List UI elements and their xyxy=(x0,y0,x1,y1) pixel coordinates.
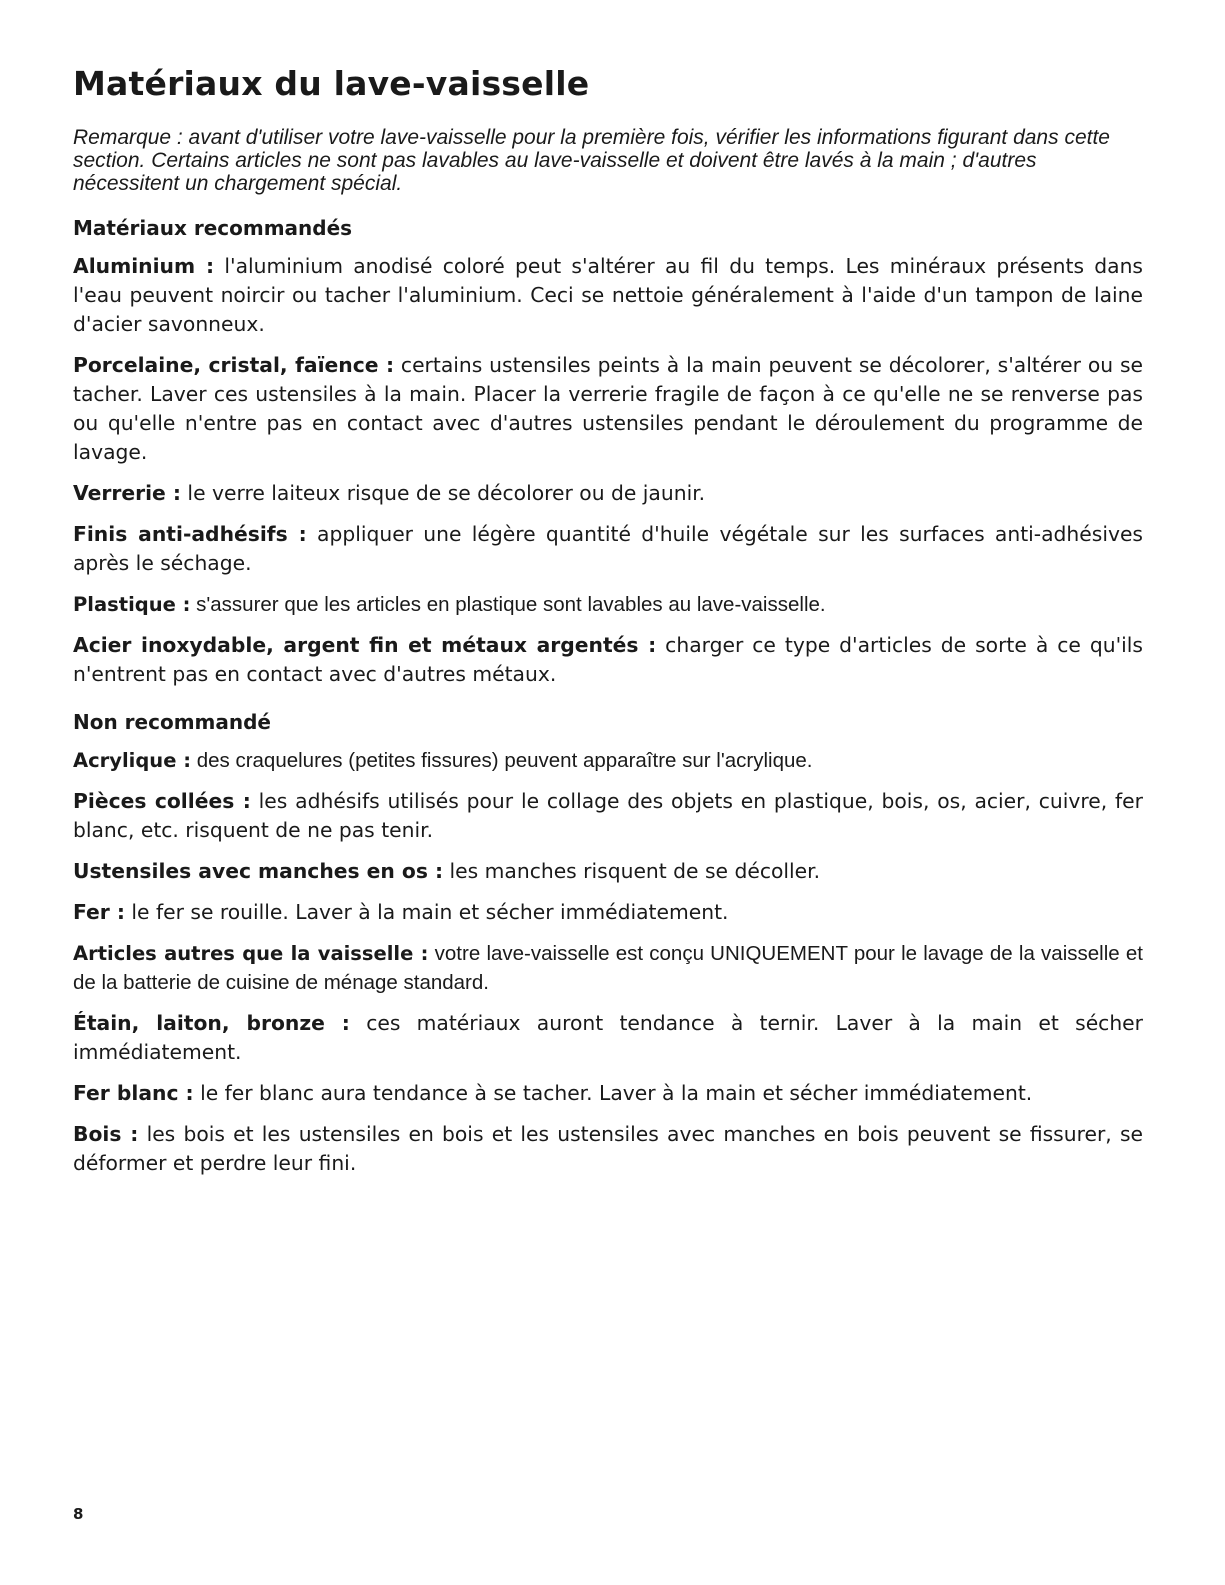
item-text: les adhésifs utilisés pour le collage des objets en plastique, bois, os, acier, cuivre, fer blanc, etc. risquent de ne pas tenir. xyxy=(73,789,1143,842)
item-finis-anti-adhesifs xyxy=(73,520,1143,578)
item-verrerie xyxy=(73,479,1143,508)
item-pieces-collees xyxy=(73,787,1143,845)
item-term: Pièces collées : xyxy=(73,789,251,813)
item-plastique xyxy=(73,590,1143,619)
item-term: Finis anti-adhésifs : xyxy=(73,522,307,546)
item-term: Acier inoxydable, argent fin et métaux argentés : xyxy=(73,633,657,657)
item-term: Bois : xyxy=(73,1122,139,1146)
page-number: 8 xyxy=(73,1505,84,1523)
item-acier-inoxydable xyxy=(73,631,1143,689)
item-term: Porcelaine, cristal, faïence : xyxy=(73,353,395,377)
item-term: Fer : xyxy=(73,900,125,924)
item-text: certains ustensiles peints à la main peuvent se décolorer, s'altérer ou se tacher. Laver ces ustensiles à la main. Placer la verrerie fragile de façon à ce qu'elle ne se renverse pas ou qu'elle n'entre pas en contact avec d'autres ustensiles pendant le déroulement du programme de lavage. xyxy=(73,353,1143,464)
item-articles-autres xyxy=(73,939,1143,997)
item-fer-blanc xyxy=(73,1079,1143,1108)
item-bois xyxy=(73,1120,1143,1178)
item-term: Étain, laiton, bronze : xyxy=(73,1011,350,1035)
item-text: appliquer une légère quantité d'huile végétale sur les surfaces anti-adhésives après le séchage. xyxy=(73,522,1143,575)
item-text: le fer se rouille. Laver à la main et sécher immédiatement. xyxy=(124,900,729,924)
item-term: Fer blanc : xyxy=(73,1081,194,1105)
item-porcelaine xyxy=(73,351,1143,467)
item-text: des craquelures (petites fissures) peuvent apparaître sur l'acrylique. xyxy=(191,749,813,772)
item-text: ces matériaux auront tendance à ternir. Laver à la main et sécher immédiatement. xyxy=(73,1011,1143,1064)
item-term: Aluminium : xyxy=(73,254,215,278)
item-text: l'aluminium anodisé coloré peut s'altérer au fil du temps. Les minéraux présents dans l'eau peuvent noircir ou tacher l'aluminium. Ceci se nettoie généralement à l'aide d'un tampon de laine d'acier savonneux. xyxy=(73,254,1143,336)
item-text: le fer blanc aura tendance à se tacher. Laver à la main et sécher immédiatement. xyxy=(193,1081,1033,1105)
item-text: les bois et les ustensiles en bois et les ustensiles avec manches en bois peuvent se fissurer, se déformer et perdre leur fini. xyxy=(73,1122,1143,1175)
item-term: Ustensiles avec manches en os : xyxy=(73,859,444,883)
item-term: Articles autres que la vaisselle : xyxy=(73,942,429,965)
item-aluminium xyxy=(73,252,1143,339)
item-text: les manches risquent de se décoller. xyxy=(443,859,821,883)
page-content xyxy=(73,62,1143,1190)
item-text: votre lave-vaisselle est conçu UNIQUEMENT pour le lavage de la vaisselle et de la batterie de cuisine de ménage standard. xyxy=(73,942,1143,994)
recommended-heading: Matériaux recommandés xyxy=(73,216,353,240)
item-text: charger ce type d'articles de sorte à ce qu'ils n'entrent pas en contact avec d'autres métaux. xyxy=(73,633,1144,686)
item-term: Acrylique : xyxy=(73,749,191,772)
item-etain-laiton-bronze xyxy=(73,1009,1143,1067)
item-term: Verrerie : xyxy=(73,481,181,505)
remark-note: Remarque : avant d'utiliser votre lave-vaisselle pour la première fois, vérifier les informations figurant dans cette section. Certains articles ne sont pas lavables au lave-vaisselle et doivent être lavés à la main ; d'autres nécessitent un chargement spécial. xyxy=(73,126,1110,195)
item-term: Plastique : xyxy=(73,593,191,616)
item-text: s'assurer que les articles en plastique sont lavables au lave-vaisselle. xyxy=(190,593,826,616)
item-manches-en-os xyxy=(73,857,1143,886)
not-recommended-heading: Non recommandé xyxy=(73,710,271,734)
item-fer xyxy=(73,898,1143,927)
page-title: Matériaux du lave-vaisselle xyxy=(73,64,590,103)
item-text: le verre laiteux risque de se décolorer ou de jaunir. xyxy=(180,481,706,505)
item-acrylique xyxy=(73,746,1143,775)
